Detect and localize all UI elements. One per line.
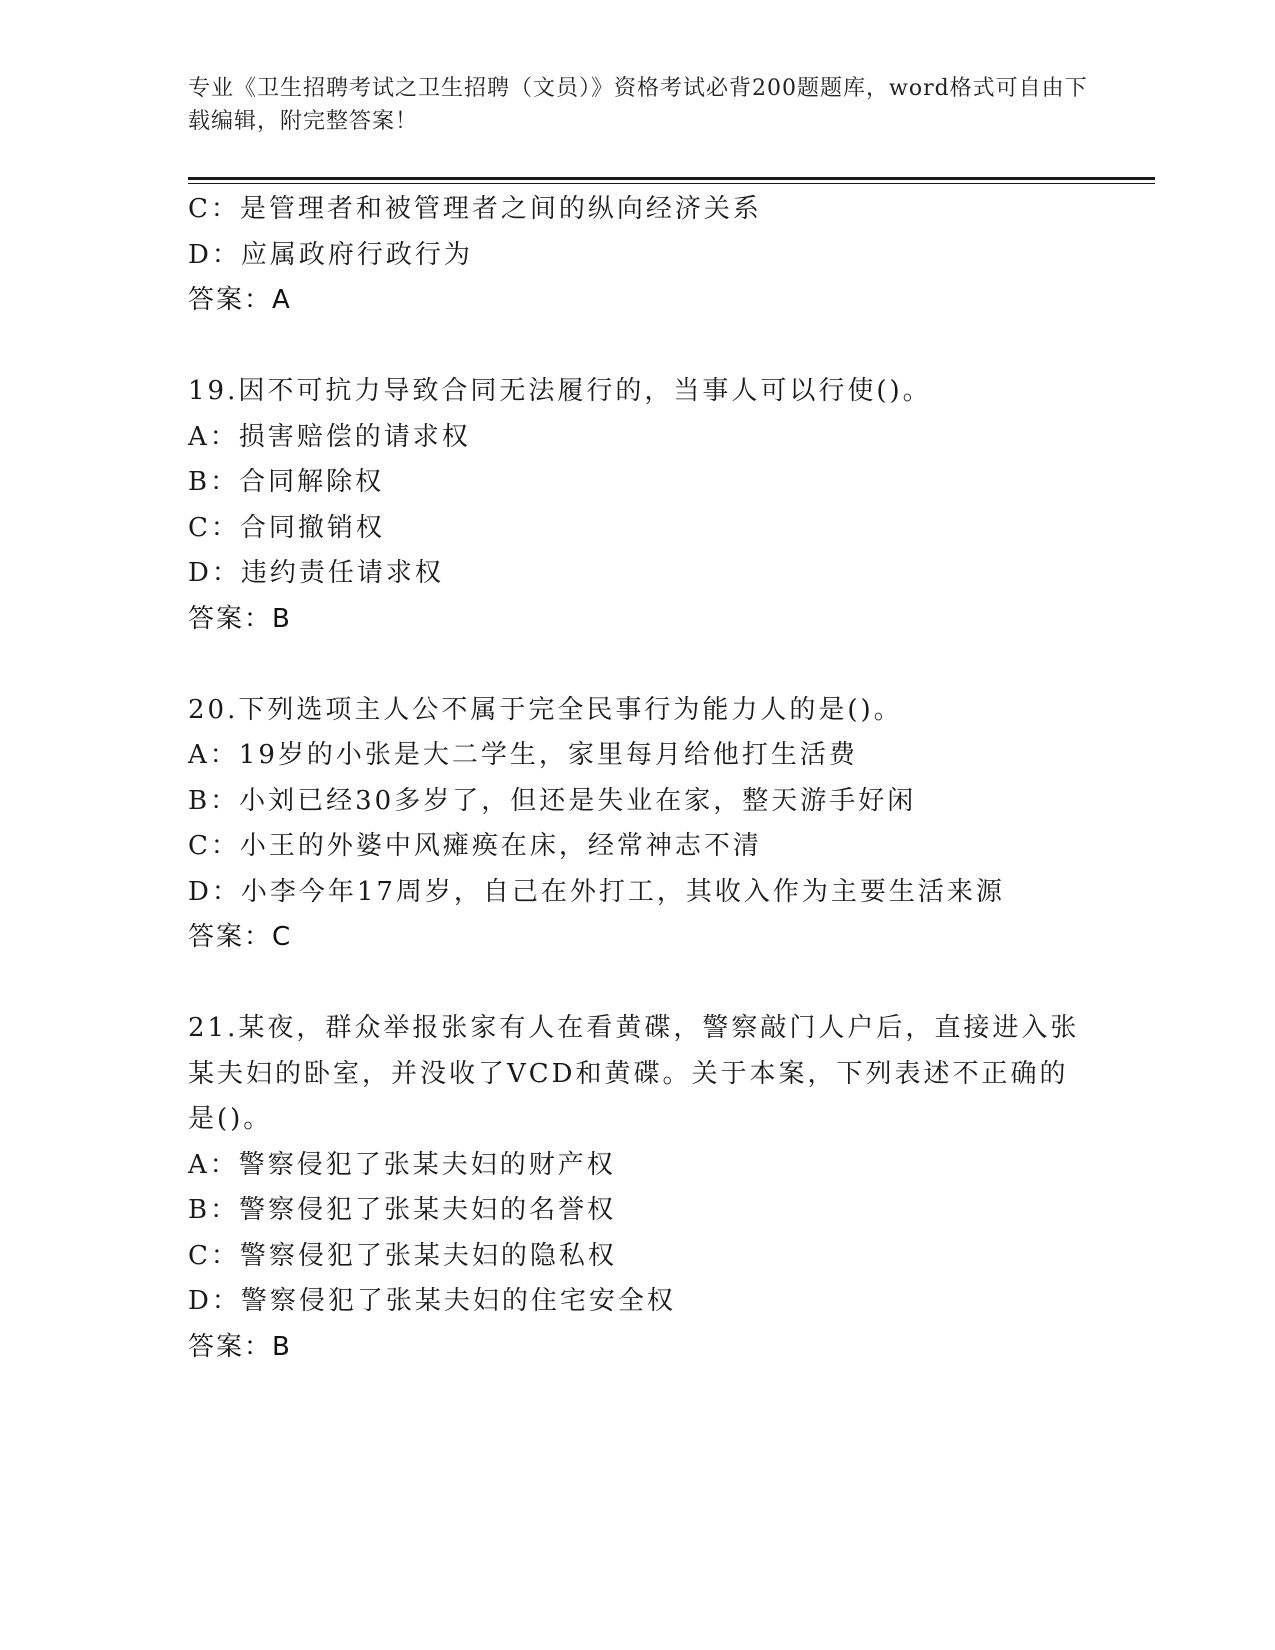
document-header: 专业《卫生招聘考试之卫生招聘（文员）》资格考试必背200题题库，word格式可自由下载编辑，附完整答案！ xyxy=(188,76,1088,134)
question-stem: 21.某夜，群众举报张家有人在看黄碟，警察敲门人户后，直接进入张某夫妇的卧室，并没收了VCD和黄碟。关于本案，下列表述不正确的是()。 xyxy=(188,1013,1080,1134)
option-b: B：小刘已经30多岁了，但还是失业在家，整天游手好闲 xyxy=(188,785,917,816)
option-a: A：19岁的小张是大二学生，家里每月给他打生活费 xyxy=(188,740,858,770)
question-stem: 20.下列选项主人公不属于完全民事行为能力人的是()。 xyxy=(188,694,903,725)
question-content xyxy=(188,187,1128,1370)
option-c: C：警察侵犯了张某夫妇的隐私权 xyxy=(188,1240,617,1271)
spacer xyxy=(188,324,1128,370)
answer: 答案：C xyxy=(188,922,293,952)
spacer xyxy=(188,961,1128,1007)
spacer xyxy=(188,642,1128,688)
option-a: A：警察侵犯了张某夫妇的财产权 xyxy=(188,1149,616,1180)
header-rule-thick xyxy=(188,177,1155,180)
option-d: D：违约责任请求权 xyxy=(188,558,444,588)
prev-option-c: C：是管理者和被管理者之间的纵向经济关系 xyxy=(188,194,762,224)
answer: 答案：B xyxy=(188,603,292,634)
prev-option-d: D：应属政府行政行为 xyxy=(188,239,473,270)
option-d: D：小李今年17周岁，自己在外打工，其收入作为主要生活来源 xyxy=(188,876,1005,907)
option-c: C：小王的外婆中风瘫痪在床，经常神志不清 xyxy=(188,831,762,861)
question-stem: 19.因不可抗力导致合同无法履行的，当事人可以行使()。 xyxy=(188,376,932,406)
option-d: D：警察侵犯了张某夫妇的住宅安全权 xyxy=(188,1286,676,1316)
answer: 答案：B xyxy=(188,1331,292,1362)
header-rule-thin xyxy=(188,183,1155,184)
option-a: A：损害赔偿的请求权 xyxy=(188,421,471,452)
option-c: C：合同撤销权 xyxy=(188,512,385,543)
option-b: B：警察侵犯了张某夫妇的名誉权 xyxy=(188,1195,617,1225)
option-b: B：合同解除权 xyxy=(188,467,385,497)
prev-answer: 答案：A xyxy=(188,285,292,315)
